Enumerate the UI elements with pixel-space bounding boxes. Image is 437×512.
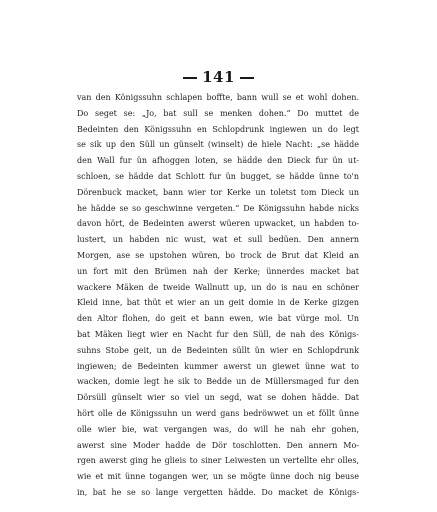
text-line: wie et mit ünne togangen wer, un se mögte ünne doch nig beuse [77,472,359,482]
text-line: schloen, se hädde dat Schlott fur ün bugget, se hädde ünne to'n [77,171,359,181]
text-line: olle wier bie, wat vergangen was, do will he nah ehr gohen, [77,424,359,434]
text-line: den Altor flohen, do geit et bann ewen, wie bat vürge mol. Un [77,314,359,324]
left-dash-ornament [183,77,197,79]
text-line: Do seget se: „Jo, bat sull se menken dohen.“ Do muttet de [77,108,359,118]
text-line: awerst sine Moder hadde de Dör toschlotten. Den annern Mo- [77,440,359,450]
text-line: den Wall fur ün afhoggen loten, se hädde den Dieck fur ün ut- [77,156,359,166]
text-line: un fort mit den Brümen nah der Kerke; ünnerdes macket bat [77,266,359,276]
text-line: wacken, domie legt he sik to Bedde un de Müllersmaged fur den [77,377,359,387]
text-line: Dörsüll günselt wier so viel un segd, wat se dohen hädde. Dat [77,393,359,403]
text-line: ingiewen; de Bedeinten kummer awerst un giewet ünne wat to [77,361,359,371]
text-line: suhns Stobe geit, un de Bedeinten süllt ün wier en Schlopdrunk [77,345,359,355]
text-line: rgen awerst ging he glieis to siner Leiwesten un vertellte ehr olles, [77,456,359,466]
body-text [77,90,359,501]
text-line: davon hört, de Bedeinten awerst wüeren upwacket, un habden to- [77,219,359,229]
text-line: lustert, un habden nic wust, wat et sull bedüen. Den annern [77,235,359,245]
text-line: van den Königssuhn schlapen boffte, bann wull se et wohl dohen. [77,93,359,102]
page-header [0,67,437,87]
text-line: in, bat he se so lange vergetten hädde. Do macket de Königs- [77,487,359,497]
text-line: he hädde se so geschwinne vergeten.“ De Königssuhn habde nicks [77,203,359,213]
text-line: Dörenbuck macket, bann wier tor Kerke un toletst tom Dieck un [77,187,359,197]
page-number: 141 [202,68,235,86]
text-line: bat Mäken liegt wier en Nacht fur den Süll, de nah des Königs- [77,329,359,339]
text-line: hört olle de Königssuhn un werd gans bedröwwet un et föllt ünne [77,408,359,418]
text-line: Morgen, ase se upstohen würen, bo trock de Brut dat Kleid an [77,250,359,260]
text-line: se sik up den Süll un günselt (winselt) de hiele Nacht: „se hädde [77,140,359,150]
text-line: Kleid inne, bat thüt et wier an un geit domie in de Kerke gizgen [77,298,359,308]
right-dash-ornament [240,77,254,79]
text-line: wackere Mäken de tweide Wallnutt up, un do is nau en schöner [77,282,359,292]
text-line: Bedeinten den Königssuhn en Schlopdrunk ingiewen un do legt [77,124,359,134]
